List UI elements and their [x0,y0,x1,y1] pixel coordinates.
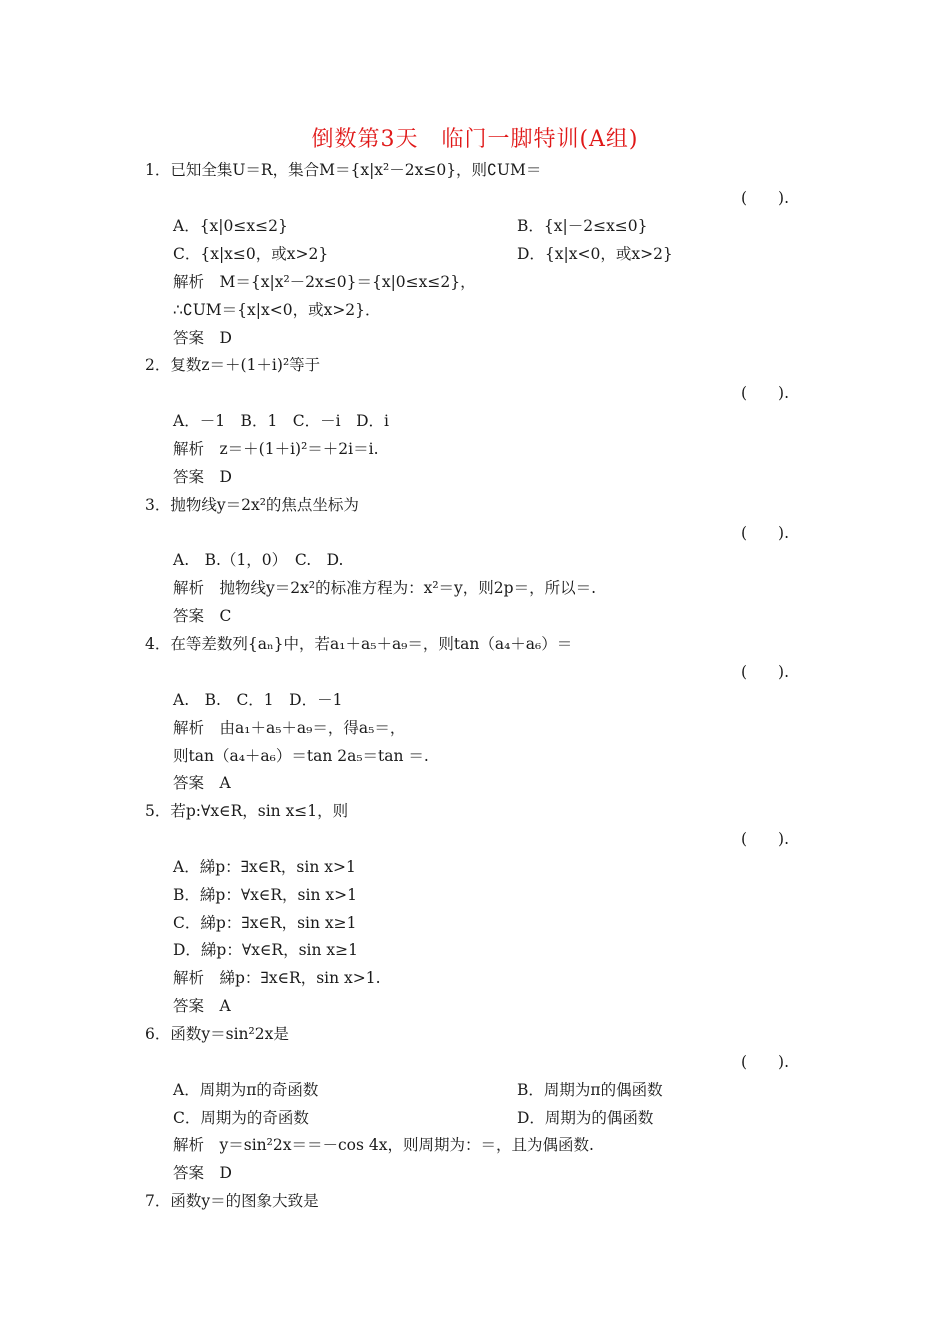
question-6-option-a: A．周期为π的奇函数 [173,1081,319,1099]
question-6-answer: 答案 D [173,1164,232,1182]
question-5-option-a: A．綈p：∃x∈R，sin x>1 [173,858,356,876]
question-1-option-d: D．{x|x<0，或x>2} [517,245,673,263]
question-4-options: A. B. C．1 D．－1 [173,691,343,709]
question-1-analysis-line: ∴∁UM＝{x|x<0，或x>2}． [173,301,381,319]
question-3-answer: 答案 C [173,607,232,625]
question-4-stem: 4．在等差数列{aₙ}中，若a₁＋a₅＋a₉＝，则tan（a₄＋a₆）＝ [145,635,573,653]
question-1-analysis-line: 解析 M＝{x|x²－2x≤0}＝{x|0≤x≤2}， [173,273,476,291]
question-4-analysis-line: 解析 由a₁＋a₅＋a₉＝，得a₅＝， [173,719,406,737]
question-2-options: A．－1 B．1 C．－i D．i [173,412,390,430]
question-1-option-c: C．{x|x≤0，或x>2} [173,245,329,263]
page-title: 倒数第3天 临门一脚特训(A组) [311,127,639,152]
question-6-option-b: B．周期为π的偶函数 [517,1081,663,1099]
question-7-stem: 7．函数y＝的图象大致是 [145,1192,319,1210]
question-5-answer: 答案 A [173,997,231,1015]
question-6-answer-blank: ( ). [741,1053,790,1071]
question-4-answer: 答案 A [173,774,231,792]
question-3-answer-blank: ( ). [741,524,790,542]
question-4-answer-blank: ( ). [741,663,790,681]
question-1-answer-blank: ( ). [741,189,790,207]
question-6-stem: 6．函数y＝sin²2x是 [145,1025,289,1043]
question-5-option-d: D．綈p：∀x∈R，sin x≥1 [173,941,359,959]
question-6-option-c: C．周期为的奇函数 [173,1109,309,1127]
question-2-answer: 答案 D [173,468,232,486]
question-5-answer-blank: ( ). [741,830,790,848]
question-1-option-a: A．{x|0≤x≤2} [173,217,288,235]
question-4-analysis-line: 则tan（a₄＋a₆）＝tan 2a₅＝tan ＝. [173,747,429,765]
question-3-analysis-line: 解析 抛物线y＝2x²的标准方程为：x²＝y，则2p＝，所以＝. [173,579,596,597]
question-6-option-d: D．周期为的偶函数 [517,1109,654,1127]
question-3-stem: 3．抛物线y＝2x²的焦点坐标为 [145,496,359,514]
question-1-answer: 答案 D [173,329,232,347]
question-5-analysis-line: 解析 綈p：∃x∈R，sin x>1. [173,969,381,987]
question-2-answer-blank: ( ). [741,384,790,402]
question-5-stem: 5．若p:∀x∈R，sin x≤1，则 [145,802,349,820]
question-2-stem: 2．复数z＝＋(1＋i)²等于 [145,356,321,374]
question-1-stem: 1．已知全集U＝R，集合M＝{x|x²－2x≤0}，则∁UM＝ [145,161,542,179]
question-1-option-b: B．{x|－2≤x≤0} [517,217,648,235]
question-5-option-c: C．綈p：∃x∈R，sin x≥1 [173,914,357,932]
question-3-options: A. B.（1，0） C. D. [173,551,344,569]
question-5-option-b: B．綈p：∀x∈R，sin x>1 [173,886,357,904]
question-6-analysis-line: 解析 y＝sin²2x＝＝－cos 4x，则周期为：＝，且为偶函数. [173,1136,594,1154]
question-2-analysis-line: 解析 z＝＋(1＋i)²＝＋2i＝i. [173,440,379,458]
